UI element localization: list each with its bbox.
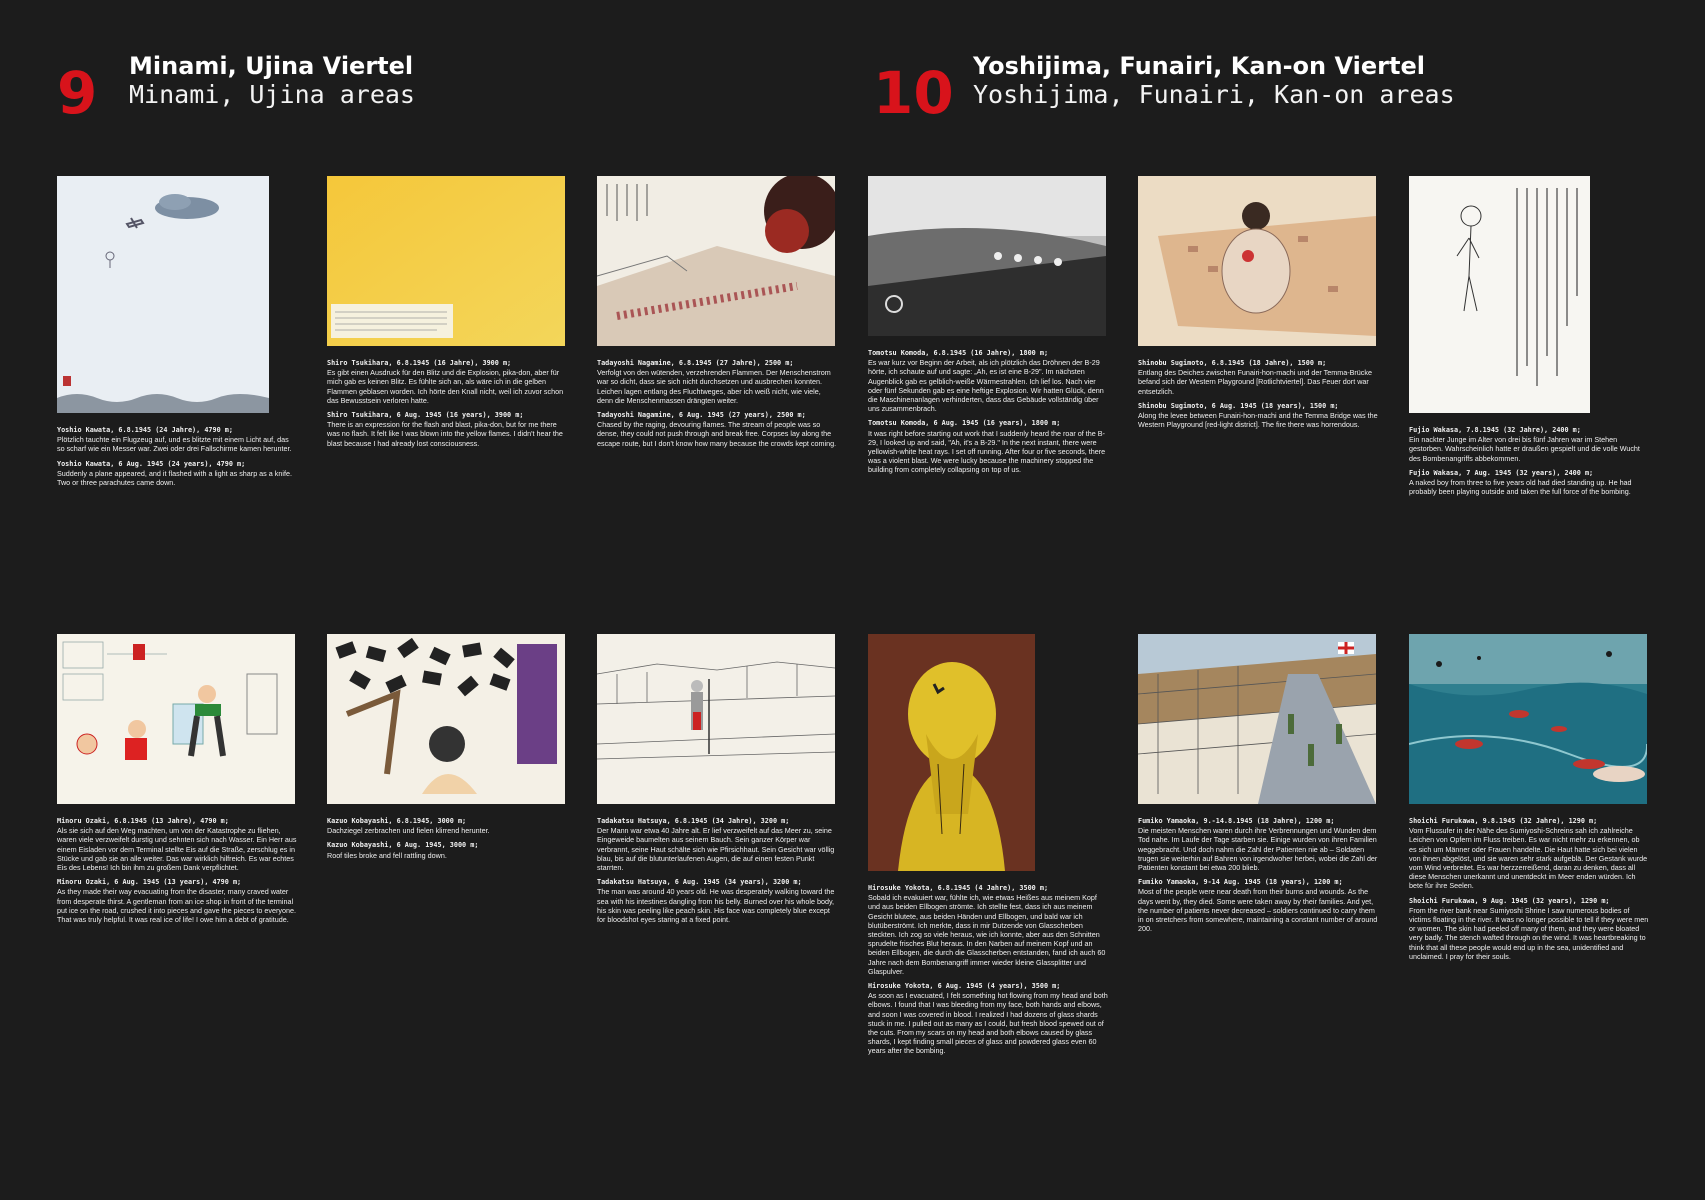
testimony-entry	[57, 634, 297, 929]
caption	[57, 425, 297, 487]
caption	[1409, 425, 1649, 496]
witness-name-de: Shinobu Sugimoto, 6.8.1945 (18 Jahre), 1500 m;	[1138, 359, 1327, 367]
artwork	[868, 634, 1035, 871]
witness-name-de: Tadayoshi Nagamine, 6.8.1945 (27 Jahre), 2500 m;	[597, 359, 794, 367]
caption	[1138, 358, 1378, 429]
testimony-text-en: As soon as I evacuated, I felt something hot flowing from my head and both elbows. I found that I was bleeding from my face, both hands and elbows, and soon I was covered in blood. I realized I had dozens of glass shards stuck in me. I pulled out as many as I could, but fresh blood spewed out of the cuts. From my scars on my head and both elbows caused by glass shards, I kept finding small pieces of glass and powdered glass even 60 years after the bombing.	[868, 991, 1108, 1056]
caption	[327, 358, 567, 448]
testimony-entry	[1409, 634, 1649, 966]
testimony-text-en: Most of the people were near death from their burns and wounds. As the days went by, they died. Some were taken away by their families. And yet, the number of patients never decreased – soldiers continued to carry them in on stretchers from somewhere, maintaining a constant number of around 200.	[1138, 887, 1378, 934]
testimony-text-de: Vom Flussufer in der Nähe des Sumiyoshi-Schreins sah ich zahlreiche Leichen von Opfern im Fluss treiben. Es war nicht mehr zu erkennen, ob es sich um Männer oder Frauen handelte. Die Haut hatte sich bei vielen von ihnen abgelöst, und sie waren sehr stark aufgeblä. Der Gestank wurde vom Wind verbreitet. Es war herzzerreißend, daran zu denken, dass all diese Menschen unerkannt und unentdeckt im Meer enden würden. Ich bete für ihre Seelen.	[1409, 826, 1648, 891]
testimony-text-de: Ein nackter Junge im Alter von drei bis fünf Jahren war im Stehen gestorben. Wahrscheinlich hatte er draußen gespielt und die volle Wucht des Bombenangriffs abbekommen.	[1409, 435, 1640, 463]
testimony-entry	[597, 634, 837, 929]
witness-name-en: Tadayoshi Nagamine, 6 Aug. 1945 (27 years), 2500 m;	[597, 411, 806, 420]
witness-name-de: Shiro Tsukihara, 6.8.1945 (16 Jahre), 3900 m;	[327, 359, 512, 367]
testimony-entry	[57, 176, 297, 492]
section-header-9	[57, 52, 537, 127]
caption	[1409, 816, 1649, 961]
section-number: 9	[57, 59, 98, 127]
section-title	[129, 52, 415, 110]
section-title-en: Yoshijima, Funairi, Kan-on areas	[973, 80, 1455, 109]
artwork	[327, 176, 565, 346]
witness-name-de: Tadakatsu Hatsuya, 6.8.1945 (34 Jahre), 3200 m;	[597, 817, 790, 825]
testimony-entry	[1138, 176, 1378, 434]
testimony-entry	[868, 634, 1108, 1061]
testimony-text-de: Es gibt einen Ausdruck für den Blitz und die Explosion, pika-don, aber für mich gab es keinen Blitz. Es fühlte sich an, als wäre ich in die gelben Flammen geblasen worden. Ich hörte den Knall nicht, weil ich zuvor schon das Bewusstsein verloren hatte.	[327, 368, 564, 405]
witness-name-de: Fujio Wakasa, 7.8.1945 (32 Jahre), 2400 m;	[1409, 426, 1581, 434]
testimony-text-en: As they made their way evacuating from the disaster, many craved water from desperate thirst. A gentleman from an ice shop in front of the terminal put ice on the road, crushed it into pieces and gave the pieces to everyone. That was truly helpful. It was real ice of life! I owe him a debt of gratitude.	[57, 887, 296, 925]
testimony-text-de: Entlang des Deiches zwischen Funairi-hon-machi und der Temma-Brücke befand sich der Western Playground [Rotlichtviertel]. Das Feuer dort war entsetzlich.	[1138, 368, 1372, 396]
witness-name-en: Tomotsu Komoda, 6 Aug. 1945 (16 years), 1800 m;	[868, 419, 1061, 428]
testimony-entry	[597, 176, 837, 453]
testimony-text-en: Along the levee between Funairi-hon-machi and the Temma Bridge was the Western Playground [red-light district]. The fire there was horrendous.	[1138, 411, 1378, 430]
artwork	[597, 176, 835, 346]
caption	[327, 816, 567, 860]
testimony-text-en: It was right before starting out work that I suddenly heard the roar of the B-29, I looked up and said, "Ah, it's a B-29." In the next instant, there were yellowish-white heat rays. I set off running. After four or five seconds, there was a violent blast. We were lucky because the machinery stopped the building from completely collapsing on top of us.	[868, 428, 1106, 475]
caption	[868, 348, 1108, 475]
section-title	[973, 52, 1455, 110]
testimony-text-en: The man was around 40 years old. He was desperately walking toward the sea with his intestines dangling from his belly. Burned over his whole body, his skin was peeling like peach skin. His face was completely blue except for bloodshot eyes staring at a fixed point.	[597, 887, 835, 925]
caption	[1138, 816, 1378, 933]
witness-name-de: Yoshio Kawata, 6.8.1945 (24 Jahre), 4790 m;	[57, 426, 233, 434]
testimony-text-de: Sobald ich evakuiert war, fühlte ich, wie etwas Heißes aus meinem Kopf und aus beiden Ellbogen strömte. Ich stellte fest, dass ich aus meinem Gesicht blutete, aus beiden Händen und Ellbogen, und bald war ich blutüberströmt. Ich merkte, dass in mir Dutzende von Glasscherben steckten. Ich zog so viele heraus, wie ich konnte, aber aus den Schnitten sprudelte frisches Blut heraus. In den Narben auf meinem Kopf und an beiden Ellbogen, die durch die Glasscherben entstanden, fand ich auch 60 Jahre nach dem Bombenangriff immer wieder kleine Glassplitter und Glaspulver.	[868, 893, 1106, 976]
witness-name-de: Fumiko Yamaoka, 9.-14.8.1945 (18 Jahre), 1200 m;	[1138, 817, 1335, 825]
testimony-entry	[1409, 176, 1649, 501]
section-title-de: Yoshijima, Funairi, Kan-on Viertel	[973, 52, 1425, 80]
testimony-text-en: Suddenly a plane appeared, and it flashed with a light as sharp as a knife. Two or three parachutes came down.	[57, 468, 292, 488]
caption	[57, 816, 297, 924]
section-header-10	[873, 52, 1493, 127]
testimony-text-de: Verfolgt von den wütenden, verzehrenden Flammen. Der Menschenstrom war so dicht, dass sie sich nicht durchsetzen und ausbrechen konnten. Leichen lagen entlang des Fluchtweges, aber ich weiß nicht, wie viele, denn die Menschenmassen drängten weiter.	[597, 368, 831, 405]
witness-name-de: Shoichi Furukawa, 9.8.1945 (32 Jahre), 1290 m;	[1409, 817, 1598, 825]
testimony-entry	[1138, 634, 1378, 938]
artwork	[1138, 176, 1376, 346]
testimony-text-de: Dachziegel zerbrachen und fielen klirrend herunter.	[327, 826, 490, 836]
artwork	[597, 634, 835, 804]
testimony-text-en: Roof tiles broke and fell rattling down.	[327, 850, 447, 860]
caption	[868, 883, 1108, 1056]
witness-name-en: Shinobu Sugimoto, 6 Aug. 1945 (18 years), 1500 m;	[1138, 401, 1339, 410]
witness-name-en: Fujio Wakasa, 7 Aug. 1945 (32 years), 2400 m;	[1409, 468, 1594, 477]
caption	[597, 358, 837, 448]
testimony-text-de: Der Mann war etwa 40 Jahre alt. Er lief verzweifelt auf das Meer zu, seine Eingeweide baumelten aus seinem Bauch. Sein ganzer Körper war verbrannt, seine Haut schälte sich wie Pfirsichhaut. Sein Gesicht war völlig blau, bis auf die blutunterlaufenen Augen, die auf einen festen Punkt starrten.	[597, 826, 835, 873]
testimony-text-de: Plötzlich tauchte ein Flugzeug auf, und es blitzte mit einem Licht auf, das so scharf wie ein Messer war. Zwei oder drei Fallschirme kamen herunter.	[57, 435, 292, 454]
section-title-de: Minami, Ujina Viertel	[129, 52, 414, 80]
caption	[597, 816, 837, 924]
witness-name-en: Yoshio Kawata, 6 Aug. 1945 (24 years), 4790 m;	[57, 459, 246, 468]
testimony-entry	[327, 176, 567, 453]
witness-name-en: Shiro Tsukihara, 6 Aug. 1945 (16 years), 3900 m;	[327, 411, 524, 420]
testimony-entry	[868, 176, 1108, 480]
testimony-text-de: Die meisten Menschen waren durch ihre Verbrennungen und Wunden dem Tod nahe. Im Laufe der Tage starben sie. Einige wurden von ihren Familien weggebracht. Und doch nahm die Zahl der Patienten nie ab – Soldaten trugen sie weiterhin auf Bahren von irgendwoher herbei, wobei die Zahl der Patienten konstant bei etwa 200 blieb.	[1138, 826, 1378, 873]
section-number: 10	[873, 59, 954, 127]
testimony-text-en: There is an expression for the flash and blast, pika-don, but for me there was no flash. It felt like I was blown into the yellow flames. I didn't hear the blast because I had already lost consciousness.	[327, 420, 563, 448]
testimony-text-en: A naked boy from three to five years old had died standing up. He had probably been playing outside and taken the full force of the bombing.	[1409, 478, 1632, 497]
testimony-text-de: Als sie sich auf den Weg machten, um von der Katastrophe zu fliehen, waren viele verzweifelt durstig und sehnten sich nach Wasser. Ein Herr aus einem Eisladen vor dem Terminal stellte Eis auf die Straße, zerschlug es in Stücke und gab sie an alle weiter. Das war wirklich hilfreich. Es war echtes Eis des Lebens! Ich bin ihm zu großem Dank verpflichtet.	[57, 826, 297, 873]
testimony-text-en: From the river bank near Sumiyoshi Shrine I saw numerous bodies of victims floating in the river. It was no longer possible to tell if they were men or women. The skin had peeled off many of them, and they were bloated very badly. The stench wafted through on the wind. It was heartbreaking to think that all these people would end up in the sea, unidentified and unclaimed. I pray for their souls.	[1409, 905, 1649, 961]
testimony-entry	[327, 634, 567, 865]
testimony-text-de: Es war kurz vor Beginn der Arbeit, als ich plötzlich das Dröhnen der B-29 hörte, ich schaute auf und sagte: „Ah, es ist eine B-29". Im nächsten Augenblick gab es gelblich-weiße Wärmestrahlen. Ich lief los. Nach vier oder fünf Sekunden gab es eine heftige Explosion. Wir hatten Glück, denn die Maschinenanlagen verhinderten, dass das Gebäude vollständig über uns zusammenbrach.	[868, 358, 1104, 414]
section-title-en: Minami, Ujina areas	[129, 80, 415, 109]
testimony-text-en: Chased by the raging, devouring flames. The stream of people was so dense, they could not push through and break free. Corpses lay along the escape route, but I don't know how many because the crowds kept coming.	[597, 420, 837, 448]
artwork	[1138, 634, 1376, 804]
artwork	[327, 634, 565, 804]
witness-name-de: Tomotsu Komoda, 6.8.1945 (16 Jahre), 1800 m;	[868, 349, 1049, 357]
witness-name-de: Minoru Ozaki, 6.8.1945 (13 Jahre), 4790 m;	[57, 817, 229, 825]
witness-name-en: Kazuo Kobayashi, 6 Aug. 1945, 3000 m;	[327, 841, 479, 850]
artwork	[57, 176, 269, 413]
witness-name-en: Tadakatsu Hatsuya, 6 Aug. 1945 (34 years), 3200 m;	[597, 878, 802, 887]
witness-name-en: Shoichi Furukawa, 9 Aug. 1945 (32 years), 1290 m;	[1409, 896, 1610, 905]
witness-name-en: Fumiko Yamaoka, 9-14 Aug. 1945 (18 years), 1200 m;	[1138, 878, 1343, 887]
witness-name-de: Hirosuke Yokota, 6.8.1945 (4 Jahre), 3500 m;	[868, 884, 1049, 892]
witness-name-en: Minoru Ozaki, 6 Aug. 1945 (13 years), 4790 m;	[57, 878, 242, 887]
artwork	[868, 176, 1106, 336]
witness-name-de: Kazuo Kobayashi, 6.8.1945, 3000 m;	[327, 817, 467, 825]
witness-name-en: Hirosuke Yokota, 6 Aug. 1945 (4 years), 3500 m;	[868, 982, 1061, 991]
artwork	[1409, 176, 1590, 413]
artwork	[57, 634, 295, 804]
artwork	[1409, 634, 1647, 804]
